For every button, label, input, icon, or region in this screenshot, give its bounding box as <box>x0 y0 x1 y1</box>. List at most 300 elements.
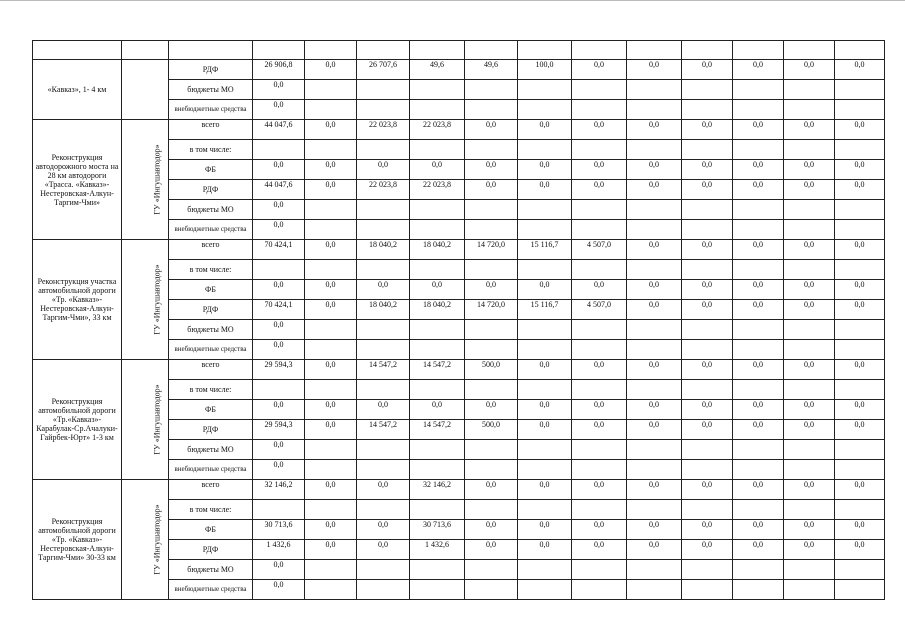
value-cell: 0,0 <box>305 60 357 80</box>
value-cell: 0,0 <box>835 280 885 300</box>
value-cell: 0,0 <box>518 120 572 140</box>
value-cell <box>733 380 784 400</box>
value-cell <box>305 560 357 580</box>
value-cell <box>465 560 518 580</box>
value-cell: 0,0 <box>572 160 627 180</box>
value-cell <box>357 260 410 280</box>
value-cell <box>627 440 682 460</box>
value-cell <box>572 320 627 340</box>
value-cell: 0,0 <box>253 440 305 460</box>
value-cell: 0,0 <box>784 180 835 200</box>
value-cell: 0,0 <box>465 280 518 300</box>
value-cell: 0,0 <box>835 60 885 80</box>
object-name: Реконструкция участка автомобильной дороги «Тр. «Кавказ»-Нестеровская-Алкун-Таргим-Чми», 33 км <box>33 240 122 360</box>
value-cell: 0,0 <box>682 120 733 140</box>
value-cell: 0,0 <box>253 580 305 600</box>
value-cell <box>253 140 305 160</box>
funding-source: в том числе: <box>169 500 253 520</box>
header-cell <box>627 41 682 60</box>
header-cell <box>305 41 357 60</box>
value-cell: 22 023,8 <box>410 180 465 200</box>
funding-source: бюджеты МО <box>169 80 253 100</box>
value-cell <box>733 80 784 100</box>
value-cell: 0,0 <box>305 520 357 540</box>
value-cell <box>253 500 305 520</box>
value-cell: 0,0 <box>733 520 784 540</box>
value-cell <box>784 80 835 100</box>
funding-source: внебюджетные средства <box>169 340 253 360</box>
value-cell <box>682 100 733 120</box>
value-cell <box>784 380 835 400</box>
value-cell <box>733 500 784 520</box>
organization-cell <box>122 120 169 240</box>
value-cell: 0,0 <box>682 360 733 380</box>
value-cell: 0,0 <box>465 520 518 540</box>
value-cell <box>835 340 885 360</box>
value-cell <box>410 460 465 480</box>
value-cell: 0,0 <box>518 480 572 500</box>
value-cell: 500,0 <box>465 360 518 380</box>
value-cell <box>572 260 627 280</box>
value-cell: 0,0 <box>253 460 305 480</box>
funding-source: всего <box>169 360 253 380</box>
value-cell: 0,0 <box>465 540 518 560</box>
value-cell <box>682 80 733 100</box>
value-cell <box>305 260 357 280</box>
header-cell <box>122 41 169 60</box>
value-cell: 14 720,0 <box>465 240 518 260</box>
value-cell <box>357 580 410 600</box>
table-row <box>33 240 885 260</box>
value-cell <box>733 460 784 480</box>
value-cell: 0,0 <box>682 400 733 420</box>
funding-source: РДФ <box>169 300 253 320</box>
table-row <box>33 480 885 500</box>
value-cell <box>784 500 835 520</box>
funding-source: РДФ <box>169 540 253 560</box>
value-cell: 0,0 <box>627 160 682 180</box>
value-cell: 0,0 <box>835 300 885 320</box>
value-cell: 70 424,1 <box>253 300 305 320</box>
value-cell <box>627 460 682 480</box>
value-cell: 0,0 <box>465 480 518 500</box>
value-cell: 0,0 <box>733 420 784 440</box>
value-cell <box>465 140 518 160</box>
funding-source: бюджеты МО <box>169 320 253 340</box>
value-cell <box>410 560 465 580</box>
value-cell <box>305 380 357 400</box>
value-cell: 0,0 <box>253 100 305 120</box>
value-cell <box>357 500 410 520</box>
value-cell: 0,0 <box>410 160 465 180</box>
value-cell: 0,0 <box>357 540 410 560</box>
value-cell <box>733 200 784 220</box>
header-cell <box>733 41 784 60</box>
value-cell: 0,0 <box>784 520 835 540</box>
value-cell: 0,0 <box>784 160 835 180</box>
table-row <box>33 360 885 380</box>
value-cell <box>835 560 885 580</box>
value-cell: 32 146,2 <box>410 480 465 500</box>
value-cell <box>733 260 784 280</box>
value-cell <box>410 80 465 100</box>
value-cell: 0,0 <box>682 60 733 80</box>
value-cell <box>572 200 627 220</box>
value-cell <box>357 200 410 220</box>
value-cell: 0,0 <box>682 300 733 320</box>
value-cell <box>465 580 518 600</box>
value-cell <box>410 440 465 460</box>
value-cell: 0,0 <box>835 520 885 540</box>
value-cell <box>518 80 572 100</box>
value-cell <box>784 560 835 580</box>
value-cell: 0,0 <box>572 480 627 500</box>
value-cell <box>572 100 627 120</box>
value-cell: 0,0 <box>682 420 733 440</box>
value-cell <box>518 500 572 520</box>
value-cell <box>627 80 682 100</box>
value-cell <box>465 100 518 120</box>
funding-source: внебюджетные средства <box>169 580 253 600</box>
value-cell: 0,0 <box>627 420 682 440</box>
value-cell: 0,0 <box>784 240 835 260</box>
value-cell: 0,0 <box>784 480 835 500</box>
value-cell <box>784 200 835 220</box>
header-cell <box>253 41 305 60</box>
value-cell <box>835 500 885 520</box>
organization-cell <box>122 240 169 360</box>
header-cell <box>33 41 122 60</box>
value-cell: 0,0 <box>518 180 572 200</box>
funding-source: ФБ <box>169 160 253 180</box>
value-cell: 0,0 <box>253 160 305 180</box>
value-cell <box>835 140 885 160</box>
value-cell <box>682 340 733 360</box>
value-cell: 0,0 <box>305 240 357 260</box>
value-cell: 0,0 <box>733 120 784 140</box>
value-cell <box>465 340 518 360</box>
funding-source: в том числе: <box>169 380 253 400</box>
value-cell <box>518 560 572 580</box>
value-cell: 0,0 <box>357 480 410 500</box>
header-cell <box>835 41 885 60</box>
header-cell <box>357 41 410 60</box>
value-cell <box>518 260 572 280</box>
value-cell <box>784 440 835 460</box>
value-cell: 0,0 <box>572 360 627 380</box>
organization-name: ГУ «Ингушавтодор» <box>152 384 162 455</box>
value-cell: 0,0 <box>518 360 572 380</box>
value-cell: 0,0 <box>465 400 518 420</box>
value-cell: 0,0 <box>357 160 410 180</box>
value-cell: 0,0 <box>410 280 465 300</box>
value-cell: 0,0 <box>627 360 682 380</box>
value-cell <box>518 460 572 480</box>
value-cell <box>465 220 518 240</box>
funding-source: РДФ <box>169 420 253 440</box>
value-cell: 0,0 <box>784 400 835 420</box>
value-cell: 32 146,2 <box>253 480 305 500</box>
value-cell <box>835 320 885 340</box>
value-cell: 18 040,2 <box>357 240 410 260</box>
value-cell <box>784 340 835 360</box>
value-cell: 14 547,2 <box>410 360 465 380</box>
value-cell: 0,0 <box>784 420 835 440</box>
value-cell <box>410 580 465 600</box>
value-cell <box>835 580 885 600</box>
value-cell: 0,0 <box>305 280 357 300</box>
value-cell <box>733 580 784 600</box>
value-cell: 0,0 <box>253 220 305 240</box>
value-cell: 0,0 <box>784 540 835 560</box>
value-cell <box>305 460 357 480</box>
value-cell: 1 432,6 <box>253 540 305 560</box>
table-row <box>33 120 885 140</box>
value-cell <box>410 340 465 360</box>
funding-source: в том числе: <box>169 140 253 160</box>
value-cell: 0,0 <box>572 280 627 300</box>
value-cell: 0,0 <box>357 280 410 300</box>
value-cell: 0,0 <box>784 280 835 300</box>
value-cell: 0,0 <box>518 400 572 420</box>
value-cell <box>305 200 357 220</box>
value-cell: 0,0 <box>305 480 357 500</box>
value-cell <box>465 80 518 100</box>
value-cell: 0,0 <box>627 300 682 320</box>
value-cell: 0,0 <box>733 360 784 380</box>
value-cell <box>835 80 885 100</box>
value-cell: 30 713,6 <box>410 520 465 540</box>
value-cell <box>305 440 357 460</box>
value-cell <box>835 100 885 120</box>
value-cell: 0,0 <box>465 180 518 200</box>
value-cell <box>682 380 733 400</box>
value-cell <box>572 500 627 520</box>
funding-source: РДФ <box>169 180 253 200</box>
value-cell <box>465 200 518 220</box>
header-cell <box>784 41 835 60</box>
value-cell <box>682 500 733 520</box>
value-cell <box>305 340 357 360</box>
value-cell: 14 547,2 <box>410 420 465 440</box>
header-cell <box>410 41 465 60</box>
value-cell <box>784 220 835 240</box>
funding-source: в том числе: <box>169 260 253 280</box>
value-cell: 0,0 <box>835 540 885 560</box>
object-name: Реконструкция автодорожного моста на 28 км автодороги «Трасса. «Кавказ»-Нестеровская-Алкун-Таргим-Чми» <box>33 120 122 240</box>
header-cell <box>682 41 733 60</box>
value-cell: 0,0 <box>627 540 682 560</box>
value-cell <box>572 80 627 100</box>
value-cell <box>835 440 885 460</box>
value-cell: 0,0 <box>835 360 885 380</box>
value-cell <box>253 260 305 280</box>
value-cell <box>572 580 627 600</box>
value-cell: 0,0 <box>518 280 572 300</box>
value-cell: 0,0 <box>305 180 357 200</box>
value-cell: 0,0 <box>835 180 885 200</box>
value-cell: 0,0 <box>518 520 572 540</box>
organization-cell <box>122 60 169 120</box>
funding-source: внебюджетные средства <box>169 100 253 120</box>
value-cell <box>627 140 682 160</box>
value-cell: 100,0 <box>518 60 572 80</box>
value-cell: 0,0 <box>518 540 572 560</box>
value-cell <box>305 320 357 340</box>
value-cell <box>305 100 357 120</box>
value-cell <box>784 460 835 480</box>
value-cell <box>682 320 733 340</box>
funding-source: ФБ <box>169 280 253 300</box>
value-cell: 29 594,3 <box>253 360 305 380</box>
value-cell: 0,0 <box>305 420 357 440</box>
value-cell <box>733 320 784 340</box>
value-cell <box>572 440 627 460</box>
value-cell: 18 040,2 <box>357 300 410 320</box>
page-top-edge <box>0 0 905 4</box>
value-cell <box>784 580 835 600</box>
value-cell <box>627 100 682 120</box>
value-cell <box>627 320 682 340</box>
value-cell: 0,0 <box>572 420 627 440</box>
value-cell <box>572 220 627 240</box>
value-cell <box>465 500 518 520</box>
value-cell: 14 547,2 <box>357 420 410 440</box>
value-cell: 4 507,0 <box>572 300 627 320</box>
value-cell <box>305 220 357 240</box>
value-cell: 0,0 <box>627 180 682 200</box>
value-cell <box>784 100 835 120</box>
value-cell: 0,0 <box>784 60 835 80</box>
value-cell: 0,0 <box>835 420 885 440</box>
value-cell <box>305 580 357 600</box>
value-cell <box>835 220 885 240</box>
value-cell <box>627 560 682 580</box>
funding-source: всего <box>169 480 253 500</box>
value-cell: 0,0 <box>835 160 885 180</box>
value-cell: 0,0 <box>627 520 682 540</box>
value-cell: 26 906,8 <box>253 60 305 80</box>
value-cell <box>410 100 465 120</box>
value-cell: 0,0 <box>784 300 835 320</box>
value-cell <box>682 220 733 240</box>
value-cell <box>572 560 627 580</box>
value-cell: 0,0 <box>682 240 733 260</box>
value-cell <box>835 460 885 480</box>
value-cell: 0,0 <box>465 120 518 140</box>
value-cell: 0,0 <box>733 300 784 320</box>
value-cell <box>410 220 465 240</box>
value-cell: 0,0 <box>784 120 835 140</box>
organization-name: ГУ «Ингушавтодор» <box>152 264 162 335</box>
value-cell <box>465 460 518 480</box>
value-cell <box>518 440 572 460</box>
value-cell <box>627 580 682 600</box>
object-name: «Кавказ», 1- 4 км <box>33 60 122 120</box>
value-cell <box>357 220 410 240</box>
value-cell <box>518 320 572 340</box>
value-cell: 70 424,1 <box>253 240 305 260</box>
value-cell: 0,0 <box>305 540 357 560</box>
value-cell <box>835 260 885 280</box>
value-cell <box>305 140 357 160</box>
value-cell: 15 116,7 <box>518 300 572 320</box>
value-cell <box>627 380 682 400</box>
value-cell: 0,0 <box>682 480 733 500</box>
value-cell <box>572 460 627 480</box>
value-cell <box>682 560 733 580</box>
header-cell <box>572 41 627 60</box>
value-cell: 14 720,0 <box>465 300 518 320</box>
value-cell: 0,0 <box>305 400 357 420</box>
value-cell: 0,0 <box>627 280 682 300</box>
value-cell: 0,0 <box>835 120 885 140</box>
value-cell: 1 432,6 <box>410 540 465 560</box>
funding-source: всего <box>169 240 253 260</box>
funding-source: всего <box>169 120 253 140</box>
value-cell <box>733 140 784 160</box>
value-cell <box>682 580 733 600</box>
value-cell: 18 040,2 <box>410 300 465 320</box>
value-cell: 18 040,2 <box>410 240 465 260</box>
header-cell <box>518 41 572 60</box>
value-cell <box>627 340 682 360</box>
object-name: Реконструкция автомобильной дороги «Тр. «Кавказ»-Нестеровская-Алкун-Таргим-Чми» 30-33 км <box>33 480 122 600</box>
value-cell: 15 116,7 <box>518 240 572 260</box>
value-cell: 0,0 <box>682 520 733 540</box>
value-cell <box>733 100 784 120</box>
budget-table <box>32 40 885 600</box>
value-cell <box>410 200 465 220</box>
value-cell <box>357 560 410 580</box>
value-cell <box>305 80 357 100</box>
value-cell: 0,0 <box>733 480 784 500</box>
value-cell: 0,0 <box>253 340 305 360</box>
value-cell <box>733 440 784 460</box>
funding-source: ФБ <box>169 400 253 420</box>
value-cell: 0,0 <box>733 240 784 260</box>
value-cell: 29 594,3 <box>253 420 305 440</box>
value-cell: 0,0 <box>627 480 682 500</box>
value-cell <box>572 380 627 400</box>
funding-source: бюджеты МО <box>169 560 253 580</box>
value-cell: 0,0 <box>253 400 305 420</box>
value-cell: 0,0 <box>572 520 627 540</box>
value-cell <box>733 560 784 580</box>
value-cell <box>518 580 572 600</box>
value-cell <box>305 500 357 520</box>
value-cell <box>518 340 572 360</box>
value-cell: 0,0 <box>733 400 784 420</box>
value-cell: 0,0 <box>410 400 465 420</box>
value-cell <box>835 380 885 400</box>
value-cell: 0,0 <box>305 360 357 380</box>
value-cell <box>682 200 733 220</box>
value-cell: 0,0 <box>305 120 357 140</box>
value-cell: 0,0 <box>835 480 885 500</box>
value-cell: 0,0 <box>253 320 305 340</box>
value-cell: 0,0 <box>253 560 305 580</box>
value-cell: 22 023,8 <box>357 120 410 140</box>
value-cell <box>357 380 410 400</box>
value-cell <box>572 340 627 360</box>
value-cell <box>357 100 410 120</box>
value-cell: 0,0 <box>835 400 885 420</box>
organization-name: ГУ «Ингушавтодор» <box>152 144 162 215</box>
value-cell <box>357 440 410 460</box>
value-cell <box>357 340 410 360</box>
value-cell <box>410 320 465 340</box>
